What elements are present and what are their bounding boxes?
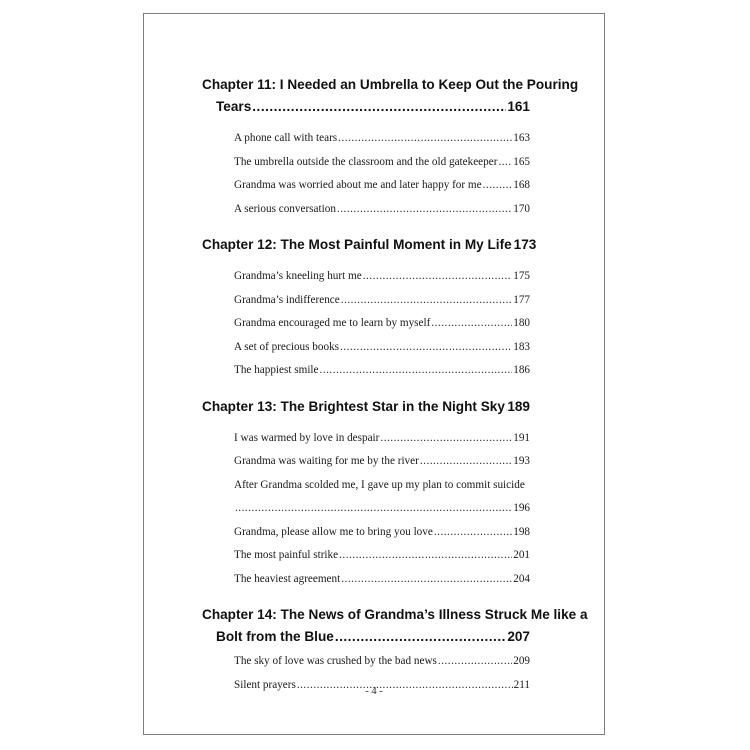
- section-page-number: 170: [513, 202, 530, 215]
- section-page-number: 177: [513, 293, 530, 306]
- chapter-title-text: Chapter 13: The Brightest Star in the Night Sky: [202, 398, 505, 414]
- section-title: Grandma, please allow me to bring you love: [234, 525, 433, 538]
- section-title: The most painful strike: [234, 549, 339, 561]
- section-entry: [234, 359, 530, 383]
- chapter-14: [202, 604, 588, 697]
- section-entry: [234, 127, 530, 151]
- chapter-page-number: 161: [507, 99, 530, 114]
- chapter-13: [202, 396, 530, 592]
- section-page-number: 168: [513, 179, 530, 191]
- section-entry: [234, 289, 530, 313]
- section-page-number: 163: [513, 132, 530, 144]
- chapter-title: [202, 234, 537, 256]
- section-page-number: 193: [513, 455, 530, 467]
- section-title: The sky of love was crushed by the bad news: [234, 655, 437, 667]
- section-title: After Grandma scolded me, I gave up my plan to commit suicide: [234, 478, 525, 491]
- leader-dots: [363, 265, 513, 289]
- chapter-title-text: Chapter 12: The Most Painful Moment in My Life: [202, 237, 512, 252]
- page-number-footer: - 4 -: [365, 686, 383, 697]
- section-page-number: 211: [513, 678, 530, 691]
- leader-dots: [338, 127, 512, 151]
- section-title: Silent prayers: [234, 678, 296, 691]
- section-title: A phone call with tears: [234, 132, 338, 144]
- section-title: I was warmed by love in despair: [234, 431, 380, 444]
- leader-dots: [320, 359, 513, 383]
- leader-dots: [434, 521, 512, 545]
- section-entry: [234, 265, 530, 289]
- leader-dots: [438, 650, 512, 674]
- section-title: Grandma was worried about me and later happy for me: [234, 179, 482, 191]
- leader-dots: [420, 450, 512, 474]
- leader-dots: [483, 174, 513, 198]
- leader-dots: [235, 497, 512, 521]
- section-entry-continuation: [234, 497, 530, 521]
- leader-dots: [335, 626, 507, 648]
- leader-dots: [341, 289, 513, 313]
- section-title: Grandma encouraged me to learn by myself: [234, 317, 431, 329]
- section-page-number: 165: [513, 155, 530, 168]
- section-title: Grandma’s kneeling hurt me: [234, 270, 362, 282]
- chapter-page-number: 189: [507, 398, 530, 414]
- table-of-contents: [202, 74, 588, 710]
- chapter-title-line1: Chapter 11: I Needed an Umbrella to Keep Out the Pouring: [202, 77, 579, 92]
- chapter-11: [202, 74, 579, 221]
- section-title: Grandma was waiting for me by the river: [234, 455, 419, 467]
- section-page-number: 175: [513, 270, 530, 282]
- section-entry: [234, 427, 530, 451]
- section-page-number: 186: [513, 364, 530, 376]
- chapter-page-number: 207: [507, 629, 530, 644]
- chapter-title-line2: Bolt from the Blue: [216, 629, 334, 644]
- section-page-number: 201: [513, 549, 530, 561]
- section-page-number: 180: [513, 317, 530, 329]
- leader-dots: [431, 312, 512, 336]
- section-page-number: 209: [513, 655, 530, 667]
- leader-dots: [498, 151, 512, 175]
- section-entry: [234, 450, 530, 474]
- section-title: The happiest smile: [234, 364, 319, 376]
- section-page-number: 191: [513, 431, 530, 444]
- section-title: The umbrella outside the classroom and the old gatekeeper: [234, 155, 498, 168]
- chapter-title-line2: Tears: [216, 99, 252, 114]
- chapter-title: [202, 74, 579, 118]
- section-entry: [234, 544, 530, 568]
- section-entry-wrapped: [234, 474, 530, 498]
- section-page-number: 196: [513, 502, 530, 514]
- leader-dots: [337, 198, 512, 222]
- section-page-number: 204: [513, 572, 530, 585]
- chapter-title: [202, 396, 530, 418]
- section-entry: [234, 151, 530, 175]
- section-entry: [234, 198, 530, 222]
- chapter-title-line1: Chapter 14: The News of Grandma’s Illness Struck Me like a: [202, 607, 588, 622]
- section-entry: [234, 650, 530, 674]
- chapter-page-number: 173: [513, 237, 537, 252]
- chapter-12: [202, 234, 537, 383]
- section-page-number: 198: [513, 525, 530, 538]
- section-entry: [234, 174, 530, 198]
- leader-dots: [340, 336, 512, 360]
- chapter-title: [202, 604, 588, 648]
- section-entry: [234, 568, 530, 592]
- leader-dots: [252, 96, 506, 118]
- leader-dots: [341, 568, 512, 592]
- section-page-number: 183: [513, 340, 530, 353]
- section-title: A serious conversation: [234, 202, 336, 215]
- leader-dots: [380, 427, 512, 451]
- section-entry: [234, 312, 530, 336]
- section-title: A set of precious books: [234, 340, 340, 353]
- section-title: Grandma’s indifference: [234, 293, 340, 306]
- section-entry: [234, 521, 530, 545]
- leader-dots: [339, 544, 512, 568]
- section-title: The heaviest agreement: [234, 572, 341, 585]
- section-entry: [234, 336, 530, 360]
- document-page: [143, 13, 605, 735]
